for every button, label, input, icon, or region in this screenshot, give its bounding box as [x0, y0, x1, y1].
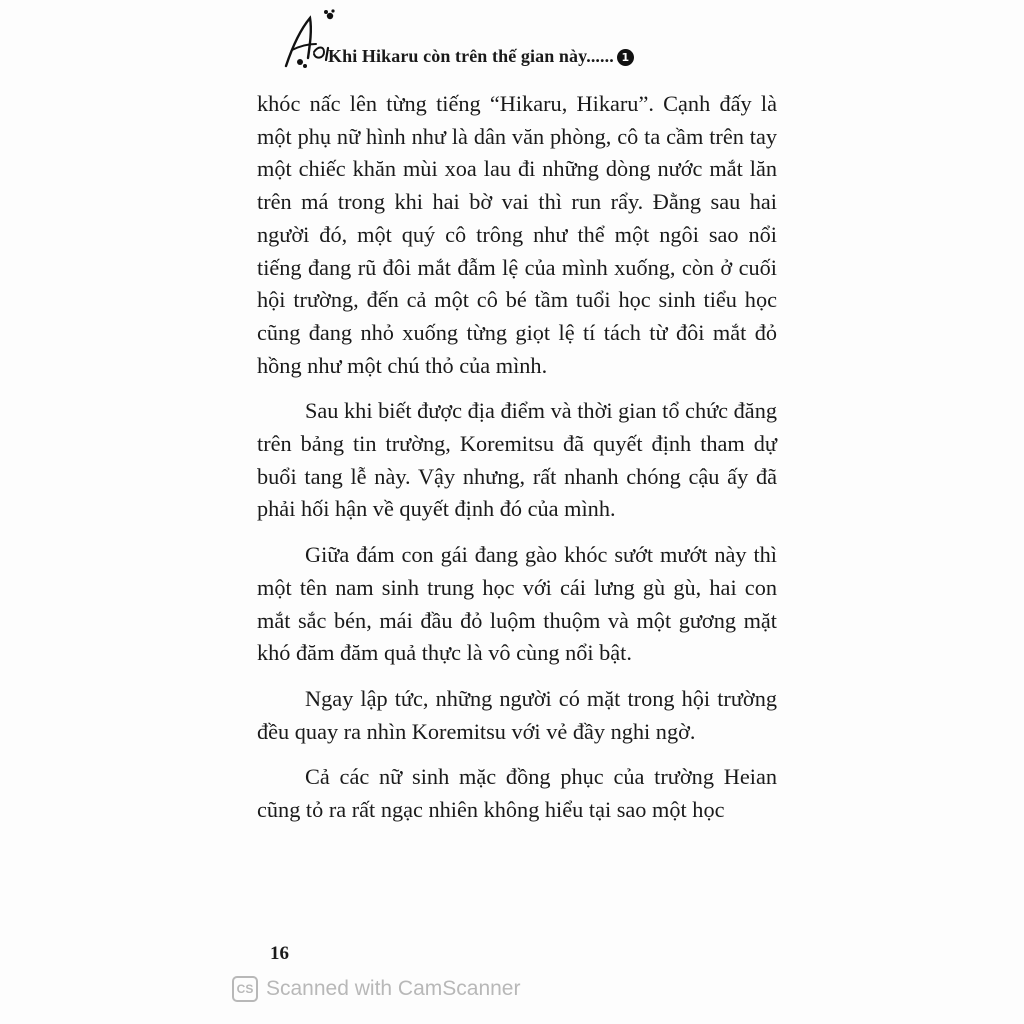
- running-header: [280, 8, 780, 72]
- body-text: [257, 88, 777, 840]
- paragraph: Ngay lập tức, những người có mặt trong hội trường đều quay ra nhìn Koremitsu với vẻ đầy nghi ngờ.: [257, 685, 777, 744]
- paragraph: khóc nấc lên từng tiếng “Hikaru, Hikaru”. Cạnh đấy là một phụ nữ hình như là dân văn phòng, cô ta cầm trên tay một chiếc khăn mùi xoa lau đi những dòng nước mắt lăn trên má trong khi hai bờ vai thì run rẩy. Đằng sau hai người đó, một quý cô trông như thể một ngôi sao nổi tiếng đang rũ đôi mắt đẫm lệ của mình xuống, còn ở cuối hội trường, đến cả một cô bé tầm tuổi học sinh tiểu học cũng đang nhỏ xuống từng giọt lệ tí tách từ đôi mắt đỏ hồng như một chú thỏ của mình.: [257, 91, 777, 378]
- page-number: 16: [270, 943, 289, 964]
- scanner-watermark: [232, 974, 520, 1004]
- scanner-label: Scanned with CamScanner: [266, 977, 521, 1000]
- camscanner-icon: CS: [232, 976, 258, 1002]
- book-title: Khi Hikaru còn trên thế gian này......: [328, 46, 614, 66]
- paragraph: Giữa đám con gái đang gào khóc sướt mướt này thì một tên nam sinh trung học với cái lưng gù gù, hai con mắt sắc bén, mái đầu đỏ luộm thuộm và một gương mặt khó đăm đăm quả thực là vô cùng nổi bật.: [257, 542, 777, 666]
- chapter-badge: 1: [617, 49, 634, 66]
- header-title: [328, 46, 634, 67]
- paragraph: Cả các nữ sinh mặc đồng phục của trường Heian cũng tỏ ra rất ngạc nhiên không hiểu tại sao một học: [257, 764, 777, 823]
- paragraph: Sau khi biết được địa điểm và thời gian tổ chức đăng trên bảng tin trường, Koremitsu đã quyết định tham dự buổi tang lễ này. Vậy nhưng, rất nhanh chóng cậu ấy đã phải hối hận về quyết định đó của mình.: [257, 398, 777, 522]
